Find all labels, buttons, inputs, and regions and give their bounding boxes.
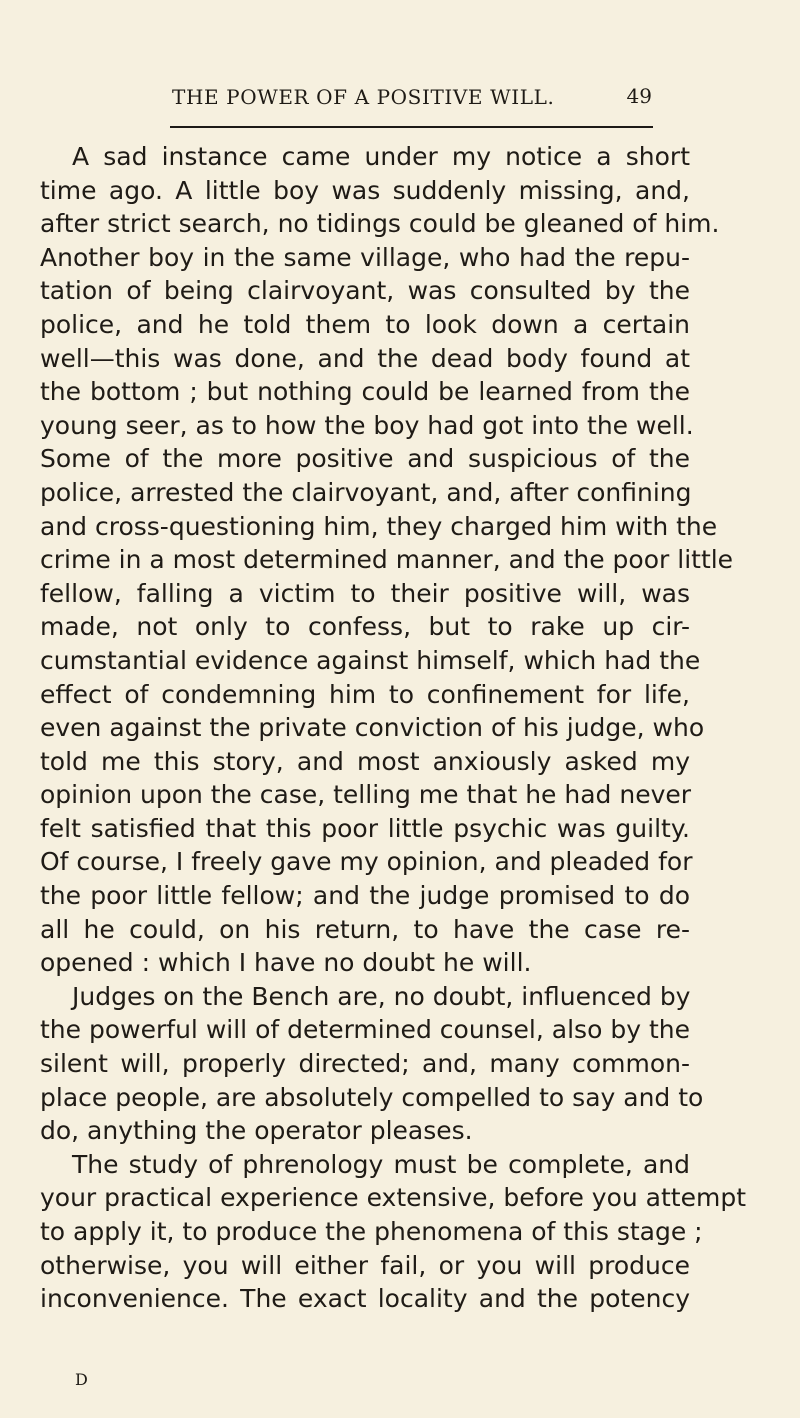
text-line: made, not only to confess, but to rake up cir- (40, 612, 690, 642)
running-title: THE POWER OF A POSITIVE WILL. (172, 85, 555, 109)
text-line: after strict search, no tidings could be gleaned of him. (40, 209, 720, 239)
signature-mark: D (75, 1370, 89, 1389)
text-line: felt satisfied that this poor little psychic was guilty. (40, 813, 690, 843)
text-line: to apply it, to produce the phenomena of this stage ; (40, 1217, 703, 1246)
text-line: time ago. A little boy was suddenly missing, and, (40, 175, 690, 205)
text-line: do, anything the operator pleases. (40, 1116, 473, 1146)
text-line: The study of phrenology must be complete, and (72, 1149, 690, 1179)
text-line: the bottom ; but nothing could be learned from the (40, 377, 690, 407)
text-line: effect of condemning him to confinement for life, (40, 679, 690, 709)
text-line: Of course, I freely gave my opinion, and pleaded for (40, 847, 693, 877)
text-line: police, and he told them to look down a certain (40, 309, 690, 339)
text-line: tation of being clairvoyant, was consulted by the (40, 276, 690, 306)
text-line: Judges on the Bench are, no doubt, influenced by (72, 981, 691, 1011)
text-line: place people, are absolutely compelled to say and to (40, 1082, 704, 1112)
text-line: A sad instance came under my notice a short (72, 142, 690, 171)
text-line: told me this story, and most anxiously asked my (40, 746, 690, 776)
text-line: Some of the more positive and suspicious of the (40, 444, 690, 474)
text-line: all he could, on his return, to have the case re- (40, 914, 690, 944)
text-line: crime in a most determined manner, and the poor little (40, 545, 734, 575)
body-text (40, 140, 747, 1316)
page-number: 49 (626, 84, 652, 108)
running-head (152, 85, 652, 109)
text-line: opened : which I have no doubt he will. (40, 948, 532, 978)
text-line: the powerful will of determined counsel, also by the (40, 1015, 690, 1045)
text-line: well—this was done, and the dead body found at (40, 343, 690, 373)
text-line: your practical experience extensive, before you attempt (40, 1183, 747, 1213)
text-line: police, arrested the clairvoyant, and, after confining (40, 477, 692, 507)
text-line: the poor little fellow; and the judge promised to do (40, 881, 690, 911)
text-line: Another boy in the same village, who had the repu- (40, 242, 690, 272)
text-line: opinion upon the case, telling me that he had never (40, 780, 692, 810)
text-line: inconvenience. The exact locality and the potency (40, 1284, 690, 1314)
text-line: fellow, falling a victim to their positive will, was (40, 578, 690, 608)
text-line: even against the private conviction of his judge, who (40, 713, 705, 743)
text-line: young seer, as to how the boy had got into the well. (40, 410, 694, 440)
text-line: cumstantial evidence against himself, which had the (40, 645, 701, 675)
text-line: and cross-questioning him, they charged him with the (40, 511, 718, 541)
header-rule (170, 126, 653, 128)
text-line: otherwise, you will either fail, or you will produce (40, 1250, 690, 1280)
text-line: silent will, properly directed; and, many common- (40, 1049, 690, 1079)
